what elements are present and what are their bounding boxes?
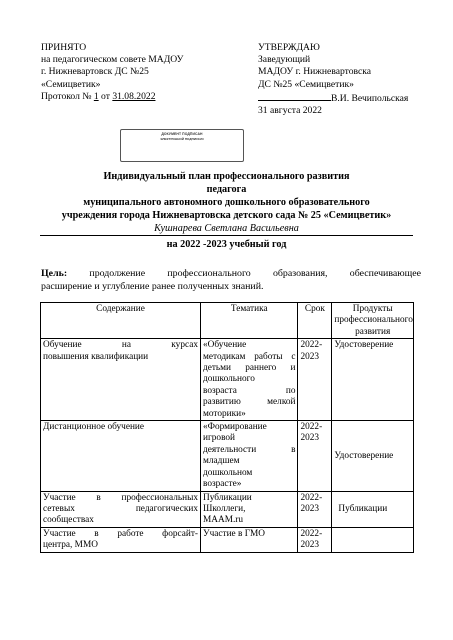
cell-line: центра, ММО	[43, 540, 98, 551]
accepted-line-2: г. Нижневартовск ДС №25	[41, 66, 149, 78]
signer-name: В.И. Вечипольская	[331, 92, 409, 104]
cell-line: 2023	[300, 540, 320, 551]
approval-line-3: ДС №25 «Семицветик»	[258, 78, 354, 90]
row-1-content	[41, 339, 201, 421]
approval-line-1: Заведующий	[258, 54, 311, 66]
cell-line: 2022-	[300, 528, 323, 539]
header-products	[332, 303, 414, 339]
row-4-content	[41, 527, 201, 552]
row-2-term	[298, 421, 332, 491]
header-products-2: профессионального	[334, 315, 413, 326]
cell-line: Участие в работе форсайт-	[43, 528, 198, 539]
teacher-name: Кушнарева Светлана Васильевна	[154, 223, 299, 234]
cell-line: 2022-	[300, 492, 323, 503]
table-header-row	[41, 303, 414, 339]
approval-line-2: МАДОУ г. Нижневартовска	[258, 66, 372, 78]
academic-year: на 2022 -2023 учебный год	[166, 239, 287, 250]
approval-heading: УТВЕРЖДАЮ	[258, 42, 320, 53]
protocol-number: 1	[93, 90, 99, 102]
goal-text-1: продолжение профессионального образования, обеспечивающее	[67, 268, 421, 279]
cell-line: младшем	[203, 456, 240, 467]
accepted-line-1: на педагогическом совете МАДОУ	[41, 54, 184, 66]
cell-line: сообществах	[43, 515, 94, 526]
goal-label: Цель:	[41, 268, 68, 279]
cell-line: Участие в ГМО	[203, 528, 265, 539]
cell-line: 2023	[300, 503, 320, 514]
cell-line: игровой	[203, 433, 236, 444]
row-3-topic	[201, 491, 298, 527]
table-row	[41, 421, 414, 491]
cell-line: 2023	[300, 351, 320, 362]
document-title-line-2: педагога	[206, 184, 247, 195]
row-3-content	[41, 491, 201, 527]
row-1-topic	[201, 339, 298, 421]
cell-line: Публикации	[338, 503, 388, 514]
cell-line: детьми раннего и	[203, 363, 296, 374]
table-row	[41, 339, 414, 421]
cell-line: Публикации	[203, 492, 252, 503]
cell-line: «Обучение	[203, 340, 247, 351]
cell-line: Участие в профессиональных	[43, 492, 198, 503]
protocol-prefix: Протокол №	[41, 90, 94, 102]
protocol-date: 31.08.2022	[112, 90, 156, 102]
stamp-line-1: ДОКУМЕНТ ПОДПИСАН	[161, 132, 203, 136]
approval-date: 31 августа 2022	[258, 105, 322, 117]
stamp-line-2: ЭЛЕКТРОННОЙ ПОДПИСЬЮ	[160, 137, 204, 141]
row-2-content	[41, 421, 201, 491]
table-row	[41, 491, 414, 527]
header-products-3: развития	[355, 326, 391, 337]
accepted-heading: ПРИНЯТО	[41, 42, 87, 53]
row-1-term	[298, 339, 332, 421]
row-4-topic	[201, 527, 298, 552]
cell-line: сетевых педагогических	[43, 503, 198, 514]
accepted-block	[41, 42, 241, 103]
cell-line: дошкольном	[203, 467, 253, 478]
row-3-product	[332, 491, 414, 527]
cell-line: MAAM.ru	[203, 515, 244, 526]
goal-line-2: расширение и углубление ранее полученных знаний.	[41, 281, 264, 292]
header-topic: Тематика	[201, 303, 298, 339]
row-3-term	[298, 491, 332, 527]
document-title-line-1: Индивидуальный план профессионального развития	[103, 171, 350, 182]
cell-line: 2022-	[300, 422, 323, 433]
cell-line: возрасте»	[203, 479, 242, 490]
title-divider	[40, 235, 413, 236]
cell-line: «Формирование	[203, 422, 267, 433]
cell-line: 2022-	[300, 340, 323, 351]
cell-line: Школлеги,	[203, 503, 246, 514]
signature-line	[258, 91, 438, 105]
protocol-line	[41, 91, 241, 103]
cell-line: повышения квалификации	[43, 351, 149, 362]
row-1-product	[332, 339, 414, 421]
plan-table	[40, 302, 414, 553]
cell-line: моторики»	[203, 408, 246, 419]
row-2-topic	[201, 421, 298, 491]
header-term: Срок	[298, 303, 332, 339]
row-4-product	[332, 527, 414, 552]
document-title-line-4: учреждения города Нижневартовска детского сада № 25 «Семицветик»	[61, 210, 392, 221]
cell-line: Удостоверение	[334, 340, 394, 351]
cell-line: Обучение на курсах	[43, 340, 198, 351]
goal-paragraph	[41, 267, 421, 293]
electronic-signature-stamp	[120, 129, 244, 162]
document-title-line-3: муниципального автономного дошкольного образовательного	[83, 197, 370, 208]
row-2-product	[332, 421, 414, 491]
accepted-line-3: «Семицветик»	[41, 78, 101, 90]
table-row	[41, 527, 414, 552]
approval-block	[258, 42, 438, 117]
goal-line-1	[41, 267, 421, 280]
cell-line: развитию мелкой	[203, 397, 296, 408]
header-products-1: Продукты	[352, 304, 393, 314]
cell-line: 2023	[300, 433, 320, 444]
signature-blank	[258, 91, 331, 101]
cell-line: дошкольного	[203, 374, 255, 385]
protocol-from: от	[98, 90, 113, 102]
cell-line: деятельности в	[203, 444, 296, 455]
cell-line: Удостоверение	[334, 450, 394, 461]
row-4-term	[298, 527, 332, 552]
cell-line: возраста по	[203, 385, 296, 396]
cell-line: методикам работы с	[203, 351, 296, 362]
header-content: Содержание	[41, 303, 201, 339]
cell-line: Дистанционное обучение	[43, 422, 145, 433]
